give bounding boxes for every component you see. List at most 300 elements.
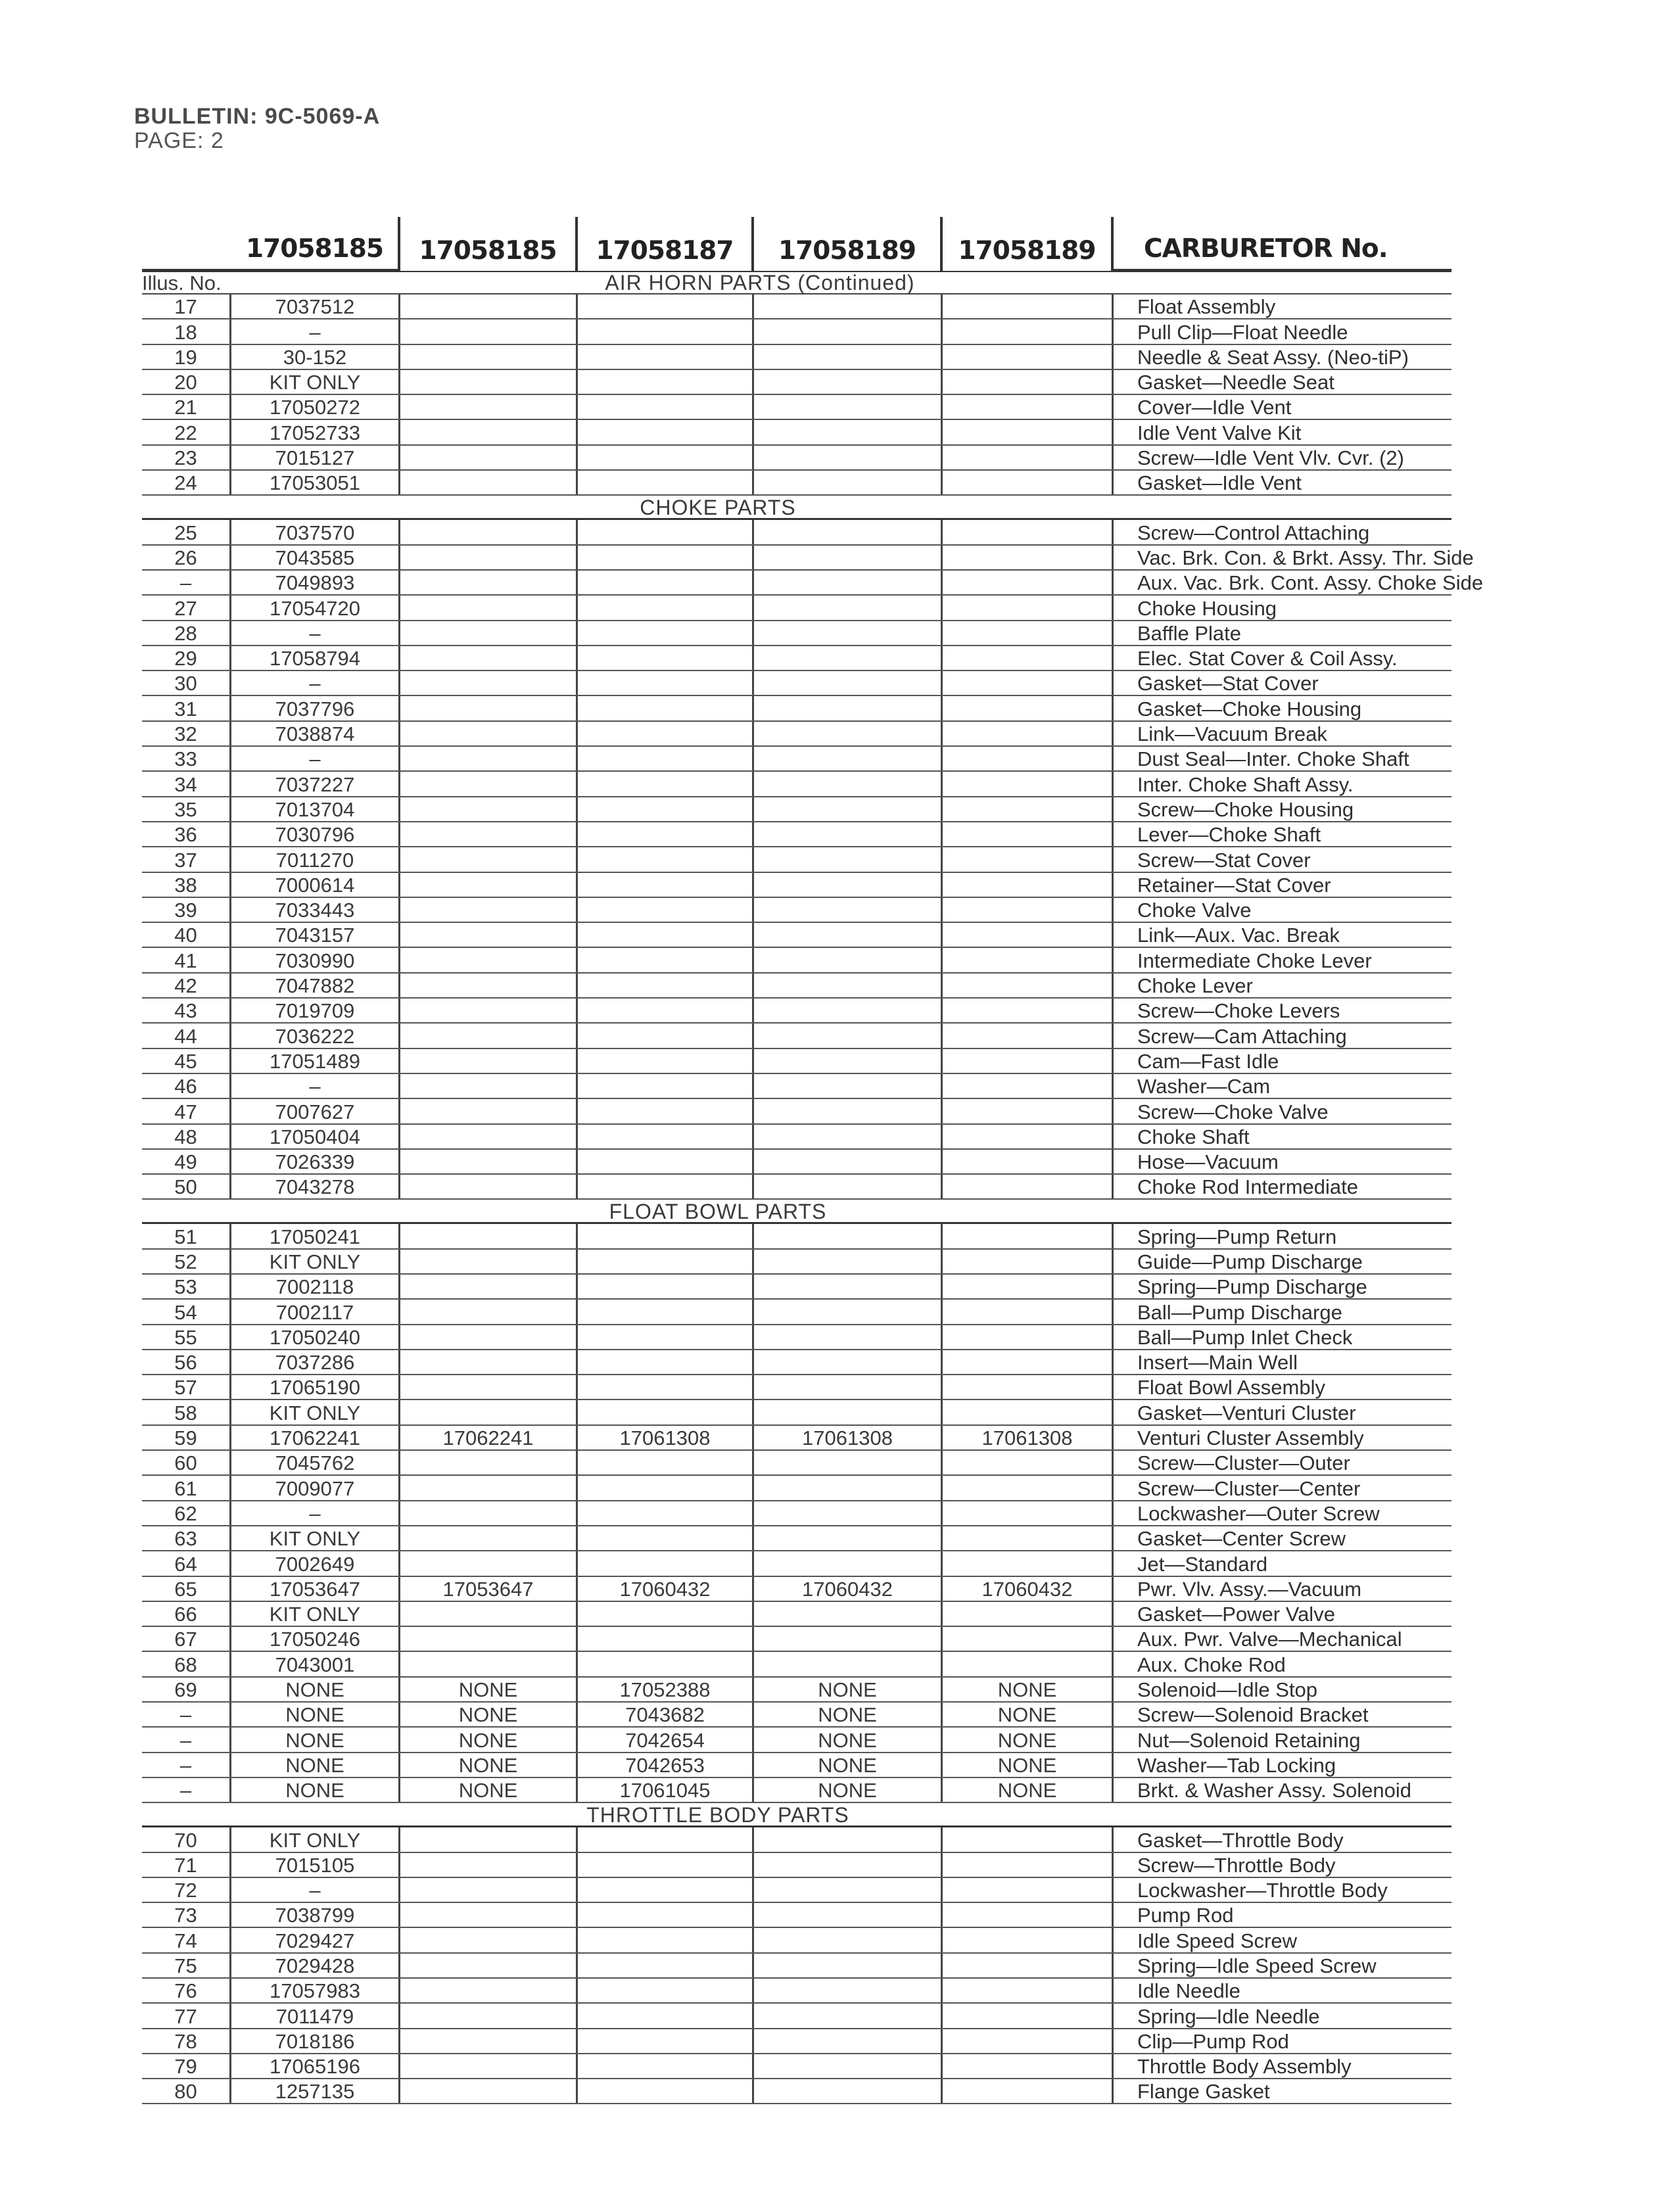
part-description: Flange Gasket <box>1137 2080 1270 2104</box>
table-row <box>142 395 1451 420</box>
table-row <box>142 370 1451 395</box>
illus-no: 35 <box>142 797 231 821</box>
part-number-3 <box>578 596 754 619</box>
part-number-2 <box>400 898 578 922</box>
part-number-4: NONE <box>754 1678 943 1701</box>
part-number-1: KIT ONLY <box>231 370 400 394</box>
part-number-4 <box>754 1049 943 1073</box>
part-number-2 <box>400 797 578 821</box>
part-number-2 <box>400 1275 578 1298</box>
part-number-2 <box>400 772 578 795</box>
illus-no: 73 <box>142 1903 231 1927</box>
part-number-2 <box>400 1375 578 1399</box>
part-number-5 <box>943 948 1114 972</box>
part-description: Spring—Pump Discharge <box>1137 1275 1367 1299</box>
illus-no: 39 <box>142 898 231 922</box>
part-number-5 <box>943 294 1114 318</box>
part-description: Spring—Pump Return <box>1137 1225 1337 1248</box>
table-row <box>142 571 1484 596</box>
part-number-4 <box>754 1878 943 1902</box>
part-number-2 <box>400 747 578 770</box>
part-number-5 <box>943 1175 1114 1198</box>
part-number-2: 17062241 <box>400 1426 578 1449</box>
part-number-4 <box>754 294 943 318</box>
part-number-5 <box>943 420 1114 444</box>
part-description: Cover—Idle Vent <box>1137 396 1292 419</box>
illus-no: 58 <box>142 1400 231 1424</box>
part-number-3 <box>578 1954 754 1977</box>
part-number-5 <box>943 1979 1114 2002</box>
part-number-4 <box>754 520 943 544</box>
table-row <box>142 1099 1451 1124</box>
part-number-1: 7029428 <box>231 1954 400 1977</box>
part-number-3 <box>578 294 754 318</box>
part-number-1: 7019709 <box>231 999 400 1022</box>
part-number-5 <box>943 1325 1114 1349</box>
illus-no: 38 <box>142 873 231 897</box>
part-number-4 <box>754 722 943 745</box>
part-number-5 <box>943 923 1114 947</box>
table-row <box>142 1426 1451 1451</box>
part-description: Screw—Cluster—Outer <box>1137 1451 1350 1475</box>
part-description: Choke Valve <box>1137 899 1252 922</box>
part-description: Screw—Control Attaching <box>1137 521 1370 544</box>
part-number-1: KIT ONLY <box>231 1827 400 1851</box>
part-number-3 <box>578 1853 754 1877</box>
part-number-4 <box>754 395 943 419</box>
part-number-4 <box>754 621 943 645</box>
part-number-1: 17051489 <box>231 1049 400 1073</box>
part-number-1: KIT ONLY <box>231 1602 400 1626</box>
part-number-4 <box>754 1551 943 1575</box>
part-number-2 <box>400 722 578 745</box>
table-row <box>142 797 1451 822</box>
part-number-5 <box>943 1150 1114 1173</box>
illus-no: 36 <box>142 822 231 846</box>
part-number-3: 7043682 <box>578 1703 754 1726</box>
part-number-3 <box>578 1827 754 1851</box>
part-number-3 <box>578 1024 754 1047</box>
illus-no: 30 <box>142 671 231 695</box>
illus-no: 37 <box>142 847 231 871</box>
part-number-1: 17050241 <box>231 1224 400 1248</box>
part-number-4 <box>754 1652 943 1676</box>
part-description: Lockwasher—Throttle Body <box>1137 1879 1388 1902</box>
part-number-5 <box>943 1551 1114 1575</box>
part-description: Pwr. Vlv. Assy.—Vacuum <box>1137 1577 1362 1601</box>
part-number-4 <box>754 546 943 569</box>
part-number-3 <box>578 1476 754 1499</box>
part-number-5 <box>943 395 1114 419</box>
illus-no: 25 <box>142 520 231 544</box>
part-number-4 <box>754 1853 943 1877</box>
part-description: Nut—Solenoid Retaining <box>1137 1728 1361 1752</box>
part-number-2 <box>400 571 578 594</box>
part-number-1: 17062241 <box>231 1426 400 1449</box>
part-number-5 <box>943 999 1114 1022</box>
part-number-5 <box>943 847 1114 871</box>
part-number-1: 17052733 <box>231 420 400 444</box>
part-number-2 <box>400 345 578 369</box>
part-description: Baffle Plate <box>1137 621 1241 645</box>
part-number-1: 17050272 <box>231 395 400 419</box>
illus-no: 51 <box>142 1224 231 1248</box>
part-number-2 <box>400 948 578 972</box>
part-number-3 <box>578 1501 754 1525</box>
part-number-4: 17061308 <box>754 1426 943 1449</box>
part-description: Guide—Pump Discharge <box>1137 1250 1363 1273</box>
part-number-2: 17053647 <box>400 1577 578 1601</box>
part-number-1: 7011270 <box>231 847 400 871</box>
part-description: Float Bowl Assembly <box>1137 1376 1325 1400</box>
section-title: AIR HORN PARTS (Continued) <box>605 271 915 294</box>
illus-no: 32 <box>142 722 231 745</box>
part-description: Retainer—Stat Cover <box>1137 873 1331 897</box>
part-number-4: 17060432 <box>754 1577 943 1601</box>
part-number-3 <box>578 671 754 695</box>
part-number-4 <box>754 747 943 770</box>
part-description: Link—Vacuum Break <box>1137 722 1327 746</box>
illus-no: 50 <box>142 1175 231 1198</box>
part-number-3 <box>578 797 754 821</box>
illus-no: 70 <box>142 1827 231 1851</box>
part-number-5 <box>943 2054 1114 2078</box>
part-number-3 <box>578 948 754 972</box>
part-number-1: KIT ONLY <box>231 1400 400 1424</box>
part-number-1: – <box>231 1501 400 1525</box>
part-number-5 <box>943 1024 1114 1047</box>
part-number-5 <box>943 1049 1114 1073</box>
part-number-5 <box>943 1074 1114 1098</box>
section-title: FLOAT BOWL PARTS <box>142 1200 1451 1224</box>
table-row <box>142 1577 1451 1602</box>
table-row <box>142 1375 1451 1400</box>
part-number-2 <box>400 1300 578 1323</box>
part-description: Float Assembly <box>1137 295 1276 319</box>
part-number-1: 7015105 <box>231 1853 400 1877</box>
part-number-2 <box>400 1400 578 1424</box>
part-number-5: NONE <box>943 1728 1114 1751</box>
part-number-4 <box>754 2079 943 2103</box>
table-row <box>142 898 1451 923</box>
table-body <box>142 294 1484 2104</box>
part-number-1: – <box>231 621 400 645</box>
part-number-3: 17061308 <box>578 1426 754 1449</box>
table-row <box>142 646 1451 671</box>
part-number-4 <box>754 2054 943 2078</box>
part-number-3 <box>578 345 754 369</box>
illus-no: 64 <box>142 1551 231 1575</box>
part-number-4 <box>754 696 943 720</box>
table-row <box>142 1300 1451 1325</box>
table-row <box>142 1678 1451 1703</box>
part-number-3 <box>578 1350 754 1374</box>
part-number-1: 7013704 <box>231 797 400 821</box>
illus-no: 55 <box>142 1325 231 1349</box>
part-number-4 <box>754 873 943 897</box>
table-row <box>142 1501 1451 1526</box>
part-number-1: – <box>231 1878 400 1902</box>
part-description: Elec. Stat Cover & Coil Assy. <box>1137 647 1398 671</box>
table-row <box>142 1954 1451 1979</box>
table-row <box>142 1602 1451 1627</box>
part-number-4: NONE <box>754 1753 943 1777</box>
part-number-4 <box>754 646 943 670</box>
part-number-1: 7018186 <box>231 2029 400 2053</box>
part-number-5: 17060432 <box>943 1577 1114 1601</box>
part-number-4 <box>754 1275 943 1298</box>
illus-no: 22 <box>142 420 231 444</box>
part-number-1: 7037227 <box>231 772 400 795</box>
part-number-4 <box>754 1074 943 1098</box>
part-description: Gasket—Idle Vent <box>1137 471 1302 495</box>
illus-no: 31 <box>142 696 231 720</box>
part-number-1: 17050404 <box>231 1125 400 1148</box>
part-number-2 <box>400 2054 578 2078</box>
part-number-3 <box>578 1175 754 1198</box>
illus-no: – <box>142 1728 231 1751</box>
part-description: Screw—Cam Attaching <box>1137 1024 1347 1048</box>
illus-no: 45 <box>142 1049 231 1073</box>
part-description: Link—Aux. Vac. Break <box>1137 924 1340 947</box>
table-row <box>142 1928 1451 1953</box>
illus-label: Illus. No. <box>142 271 222 294</box>
part-number-5 <box>943 747 1114 770</box>
part-number-5 <box>943 1878 1114 1902</box>
part-description: Pull Clip—Float Needle <box>1137 320 1348 344</box>
part-number-4 <box>754 1300 943 1323</box>
part-number-4 <box>754 1375 943 1399</box>
table-row <box>142 999 1451 1024</box>
table-row <box>142 873 1451 898</box>
part-description: Cam—Fast Idle <box>1137 1049 1279 1073</box>
part-description: Needle & Seat Assy. (Neo-tiP) <box>1137 345 1409 369</box>
part-number-4 <box>754 319 943 343</box>
part-number-5 <box>943 1250 1114 1273</box>
part-number-1: 7038799 <box>231 1903 400 1927</box>
part-number-3 <box>578 1224 754 1248</box>
part-number-4 <box>754 1954 943 1977</box>
header-blank <box>142 217 231 271</box>
part-description: Gasket—Stat Cover <box>1137 672 1319 695</box>
part-number-3 <box>578 1125 754 1148</box>
part-number-1: 7026339 <box>231 1150 400 1173</box>
part-description: Solenoid—Idle Stop <box>1137 1678 1318 1702</box>
part-number-1: 7009077 <box>231 1476 400 1499</box>
part-number-1: 17050246 <box>231 1627 400 1651</box>
part-description: Screw—Choke Valve <box>1137 1100 1329 1123</box>
part-number-3 <box>578 696 754 720</box>
part-number-4 <box>754 1526 943 1550</box>
part-number-5 <box>943 471 1114 494</box>
part-number-2 <box>400 873 578 897</box>
illus-no: 74 <box>142 1928 231 1952</box>
part-description: Screw—Solenoid Bracket <box>1137 1703 1369 1727</box>
part-description: Aux. Vac. Brk. Cont. Assy. Choke Side <box>1137 571 1484 595</box>
part-number-1: KIT ONLY <box>231 1250 400 1273</box>
illus-no: 27 <box>142 596 231 619</box>
illus-no: 21 <box>142 395 231 419</box>
part-number-5 <box>943 1652 1114 1676</box>
illus-no: 23 <box>142 446 231 469</box>
table-row <box>142 974 1451 999</box>
part-number-2 <box>400 1074 578 1098</box>
part-number-5 <box>943 1827 1114 1851</box>
illus-no: 79 <box>142 2054 231 2078</box>
part-number-4 <box>754 1125 943 1148</box>
part-number-4 <box>754 898 943 922</box>
part-number-1: 7015127 <box>231 446 400 469</box>
part-number-1: 7011479 <box>231 2004 400 2027</box>
part-number-5 <box>943 1125 1114 1148</box>
part-number-2 <box>400 1878 578 1902</box>
part-number-4 <box>754 471 943 494</box>
part-number-2 <box>400 1224 578 1248</box>
part-number-2 <box>400 1049 578 1073</box>
illus-no: 76 <box>142 1979 231 2002</box>
illus-no: 48 <box>142 1125 231 1148</box>
part-number-5: NONE <box>943 1703 1114 1726</box>
table-row <box>142 520 1451 545</box>
part-number-2 <box>400 1551 578 1575</box>
part-description: Screw—Idle Vent Vlv. Cvr. (2) <box>1137 446 1404 470</box>
part-number-1: NONE <box>231 1778 400 1802</box>
part-number-2 <box>400 671 578 695</box>
part-number-1: 7007627 <box>231 1099 400 1123</box>
part-number-4 <box>754 797 943 821</box>
part-number-3 <box>578 1375 754 1399</box>
part-description: Vac. Brk. Con. & Brkt. Assy. Thr. Side <box>1137 546 1474 569</box>
part-number-2 <box>400 596 578 619</box>
part-number-1: – <box>231 747 400 770</box>
part-number-3 <box>578 1551 754 1575</box>
table-row <box>142 1350 1451 1375</box>
part-number-2 <box>400 520 578 544</box>
illus-no: 43 <box>142 999 231 1022</box>
part-number-3 <box>578 2054 754 2078</box>
illus-no: – <box>142 1703 231 1726</box>
part-number-4 <box>754 1224 943 1248</box>
illus-no: 72 <box>142 1878 231 1902</box>
part-number-4 <box>754 1451 943 1474</box>
part-number-2 <box>400 319 578 343</box>
part-number-5 <box>943 1300 1114 1323</box>
illus-no: 29 <box>142 646 231 670</box>
part-number-2 <box>400 1827 578 1851</box>
part-number-4 <box>754 2029 943 2053</box>
part-number-4 <box>754 948 943 972</box>
part-number-5 <box>943 1350 1114 1374</box>
part-number-4 <box>754 1501 943 1525</box>
part-number-5 <box>943 1853 1114 1877</box>
part-number-3 <box>578 722 754 745</box>
table-row <box>142 1703 1451 1728</box>
illus-no: 77 <box>142 2004 231 2027</box>
table-row <box>142 471 1451 496</box>
part-number-2 <box>400 2029 578 2053</box>
part-number-1: 17065196 <box>231 2054 400 2078</box>
part-number-1: 17050240 <box>231 1325 400 1349</box>
part-number-4 <box>754 1325 943 1349</box>
table-row <box>142 1400 1451 1425</box>
part-number-3 <box>578 395 754 419</box>
part-description: Insert—Main Well <box>1137 1351 1298 1375</box>
table-row <box>142 1979 1451 2004</box>
illus-no: 75 <box>142 1954 231 1977</box>
part-number-5 <box>943 1400 1114 1424</box>
part-number-3 <box>578 1300 754 1323</box>
table-row <box>142 923 1451 948</box>
illus-no: 63 <box>142 1526 231 1550</box>
part-number-3 <box>578 923 754 947</box>
part-number-3 <box>578 520 754 544</box>
part-description: Gasket—Power Valve <box>1137 1603 1335 1626</box>
part-number-2 <box>400 471 578 494</box>
part-number-1: 17057983 <box>231 1979 400 2002</box>
table-row <box>142 1224 1451 1249</box>
table-row <box>142 1074 1451 1099</box>
part-number-5 <box>943 1476 1114 1499</box>
illus-no: 57 <box>142 1375 231 1399</box>
part-number-5 <box>943 319 1114 343</box>
illus-no: 71 <box>142 1853 231 1877</box>
illus-no: 61 <box>142 1476 231 1499</box>
part-number-4 <box>754 1099 943 1123</box>
part-description: Idle Vent Valve Kit <box>1137 421 1302 444</box>
part-number-1: NONE <box>231 1678 400 1701</box>
part-number-4 <box>754 1602 943 1626</box>
part-number-4 <box>754 1024 943 1047</box>
part-description: Choke Lever <box>1137 974 1253 998</box>
part-number-2 <box>400 1853 578 1877</box>
illus-no: 24 <box>142 471 231 494</box>
part-number-2: NONE <box>400 1728 578 1751</box>
table-row <box>142 1878 1451 1903</box>
part-number-2 <box>400 2004 578 2027</box>
part-number-2 <box>400 974 578 997</box>
part-number-1: 7030796 <box>231 822 400 846</box>
part-number-3 <box>578 471 754 494</box>
part-number-3 <box>578 974 754 997</box>
part-number-4 <box>754 1928 943 1952</box>
part-description: Intermediate Choke Lever <box>1137 949 1372 972</box>
part-number-1: 7037570 <box>231 520 400 544</box>
part-description: Ball—Pump Inlet Check <box>1137 1325 1353 1349</box>
part-number-1: – <box>231 319 400 343</box>
part-number-5 <box>943 797 1114 821</box>
part-number-1: KIT ONLY <box>231 1526 400 1550</box>
part-number-1: 7030990 <box>231 948 400 972</box>
part-number-3 <box>578 1526 754 1550</box>
part-description: Spring—Idle Needle <box>1137 2004 1320 2028</box>
part-number-1: – <box>231 1074 400 1098</box>
part-number-2 <box>400 646 578 670</box>
part-number-1: 7037286 <box>231 1350 400 1374</box>
part-description: Gasket—Choke Housing <box>1137 697 1362 720</box>
part-description: Choke Rod Intermediate <box>1137 1175 1359 1199</box>
part-description: Idle Needle <box>1137 1979 1240 2003</box>
part-number-3 <box>578 1903 754 1927</box>
part-number-5 <box>943 596 1114 619</box>
part-number-3: 7042653 <box>578 1753 754 1777</box>
part-number-4 <box>754 1400 943 1424</box>
table-row <box>142 1275 1451 1300</box>
part-number-5: NONE <box>943 1778 1114 1802</box>
part-description: Pump Rod <box>1137 1904 1234 1927</box>
part-number-3 <box>578 822 754 846</box>
part-description: Washer—Cam <box>1137 1075 1271 1098</box>
table-row <box>142 1551 1451 1576</box>
